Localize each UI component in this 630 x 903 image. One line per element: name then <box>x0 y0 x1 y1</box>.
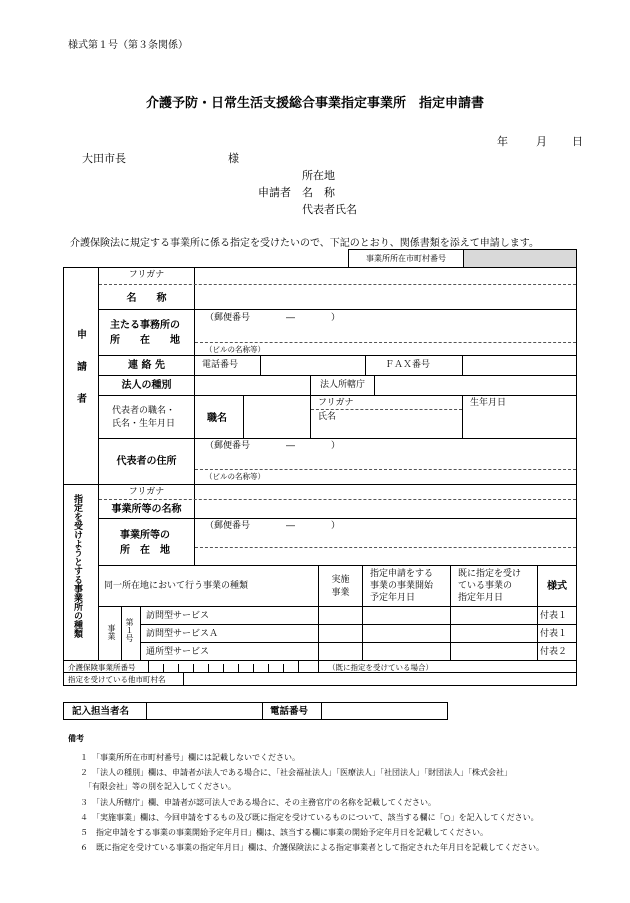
insurer-note: （既に指定を受けている場合） <box>328 663 433 672</box>
already-label-2: ている事業の <box>458 581 513 591</box>
date-month-label: 月 <box>536 135 547 148</box>
office-location-label-2: 所 在 地 <box>120 545 170 556</box>
office-furigana-label: フリガナ <box>128 487 165 497</box>
date-day-label: 日 <box>572 135 583 148</box>
note-2: ２ 「法人の種別」欄は、申請者が法人である場合に、「社会福祉法人」「医療法人」「社団法人」「財団法人」「株式会社」 <box>80 768 512 777</box>
notes-title: 備考 <box>68 734 84 743</box>
municipality-no-label: 事業所所在市町村番号 <box>366 254 446 263</box>
main-office-postal[interactable]: （郵便番号 ― ） <box>205 313 341 323</box>
applicant-label: 申請者 <box>258 186 291 199</box>
corp-type-label: 法人の種別 <box>121 380 172 391</box>
planned-label-3: 予定年月日 <box>370 593 416 603</box>
rep-name-label: 氏名 <box>318 412 337 422</box>
applicant-address-label: 所在地 <box>302 169 335 182</box>
type1-no-label: 第１号 <box>125 618 134 642</box>
job-title-label: 職名 <box>207 413 227 424</box>
fax-label: ＦＡＸ番号 <box>385 360 431 370</box>
main-office-label-2: 所 在 地 <box>110 335 180 346</box>
applicant-section-label-3: 者 <box>77 394 87 405</box>
note-1: １ 「事業所所在市町村番号」欄には記載しないでください。 <box>80 753 300 762</box>
rep-info-label-1: 代表者の職名・ <box>112 406 176 416</box>
style-label: 様式 <box>547 581 567 592</box>
note-6: ６ 既に指定を受けている事業の指定年月日」欄は、介護保険法による指定事業者として指定された年月日を記載してください。 <box>80 843 544 852</box>
main-office-label-1: 主たる事務所の <box>110 320 180 331</box>
office-name-label: 事業所等の名称 <box>111 504 182 515</box>
same-location-label: 同一所在地において行う事業の種類 <box>104 581 249 591</box>
intro-text: 介護保険法に規定する事業所に係る指定を受けたいので、下記のとおり、関係書類を添えて申請します。 <box>70 238 539 249</box>
other-cities-label: 指定を受けている他市町村名 <box>68 675 166 684</box>
rep-address-label: 代表者の住所 <box>116 456 177 467</box>
applicant-representative-label: 代表者氏名 <box>302 203 357 216</box>
phone-label: 電話番号 <box>202 360 239 370</box>
rep-info-label-2: 氏名・生年月日 <box>112 419 176 429</box>
office-postal[interactable]: （郵便番号 ― ） <box>205 521 341 531</box>
already-label-3: 指定年月日 <box>458 593 504 603</box>
applicant-section-label-2: 請 <box>77 362 87 373</box>
already-label-1: 既に指定を受け <box>458 569 522 579</box>
addressee: 大田市長 <box>82 152 126 165</box>
service-name-2: 訪問型サービスＡ <box>146 629 219 639</box>
page-title: 介護予防・日常生活支援総合事業指定事業所 指定申請書 <box>145 96 484 111</box>
planned-label-1: 指定申請をする <box>370 569 434 579</box>
municipality-no-field[interactable] <box>463 250 576 267</box>
note-3: ３ 「法人所轄庁」欄、申請者が認可法人である場合に、その主務官庁の名称を記載してください。 <box>80 798 436 807</box>
service-form-1: 付表１ <box>540 611 568 621</box>
contact-person-label: 記入担当者名 <box>72 706 130 717</box>
note-2-cont: 「有限会社」等の別を記入してください。 <box>80 782 236 791</box>
service-name-3: 通所型サービス <box>146 647 210 657</box>
contact-label: 連 絡 先 <box>128 360 165 371</box>
applicant-section-label-1: 申 <box>77 330 87 341</box>
note-5: ５ 指定申請をする事業の事業開始予定年月日」欄は、該当する欄に事業の開始予定年月日を記載してください。 <box>80 828 488 837</box>
office-location-label-1: 事業所等の <box>120 530 170 541</box>
date-year-label: 年 <box>497 135 508 148</box>
rep-address-building[interactable]: （ビルの名称等） <box>205 472 265 481</box>
form-number: 様式第１号（第３条関係） <box>68 40 188 51</box>
corp-authority-label: 法人所轄庁 <box>320 380 366 390</box>
service-name-1: 訪問型サービス <box>146 611 210 621</box>
name-label: 名 称 <box>126 293 167 304</box>
main-office-building[interactable]: （ビルの名称等） <box>205 345 265 354</box>
implemented-label-2: 事業 <box>331 588 350 598</box>
applicant-name-label: 名 称 <box>302 186 335 199</box>
note-4: ４ 「実施事業」欄は、今回申請をするもの及び既に指定を受けているものについて、該当する欄に「○」を記入してください。 <box>80 813 539 822</box>
insurer-no-label: 介護保険事業所番号 <box>68 663 136 672</box>
business-section-label: 指定を受けようとする事業所の種類 <box>72 494 82 638</box>
rep-address-postal[interactable]: （郵便番号 ― ） <box>205 441 341 451</box>
furigana-label: フリガナ <box>128 270 165 280</box>
service-form-3: 付表２ <box>540 647 568 657</box>
birthdate-label: 生年月日 <box>470 398 507 408</box>
service-form-2: 付表１ <box>540 629 568 639</box>
implemented-label-1: 実施 <box>331 575 350 585</box>
type1-jigyo-label: 事業 <box>107 624 116 640</box>
rep-furigana-label: フリガナ <box>318 398 354 408</box>
addressee-suffix: 様 <box>228 152 239 165</box>
planned-label-2: 事業の事業開始 <box>370 581 434 591</box>
contact-phone-label: 電話番号 <box>270 706 309 717</box>
